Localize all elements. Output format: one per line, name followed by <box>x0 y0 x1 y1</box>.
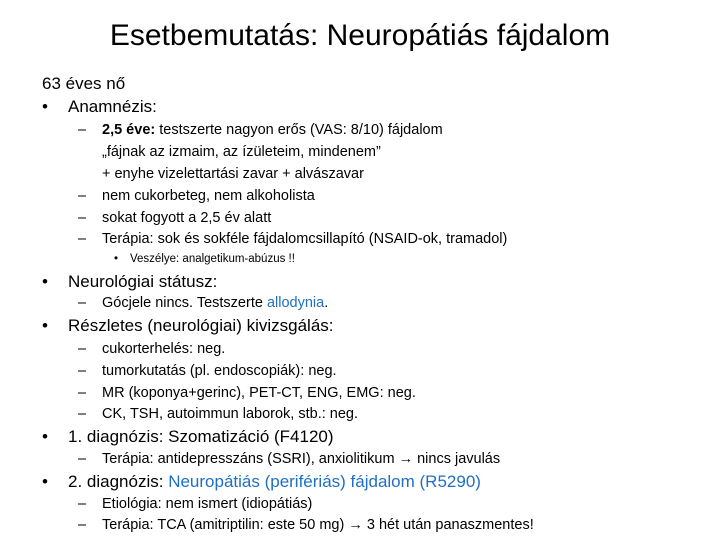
dash-icon: – <box>78 231 87 247</box>
dx1-therapy-b: nincs javulás <box>413 451 501 467</box>
bullet-icon: • <box>42 272 48 291</box>
neuro-item <box>78 294 328 313</box>
neuro-text-b: . <box>324 295 329 311</box>
dx2-etiology <box>78 495 312 514</box>
list-item <box>78 384 416 403</box>
dx2-therapy-b: 3 hét után panaszmentes! <box>362 517 534 533</box>
anamnesis-item-3 <box>78 209 271 228</box>
dx2-therapy-a: Terápia: TCA (amitriptilin: este 50 mg) <box>102 517 349 533</box>
neuro-heading <box>42 271 217 293</box>
exam-item-text: CK, TSH, autoimmun laborok, stb.: neg. <box>102 406 359 422</box>
anamnesis-item-3-text: sokat fogyott a 2,5 év alatt <box>102 210 272 226</box>
list-item <box>78 362 337 381</box>
dx2-highlight: Neuropátiás (perifériás) fájdalom (R5290) <box>168 472 481 491</box>
anamnesis-item-1-bold: 2,5 éve: <box>102 122 156 138</box>
bullet-icon: • <box>42 427 48 446</box>
dash-icon: – <box>78 385 87 401</box>
dash-icon: – <box>78 295 87 311</box>
list-item <box>78 405 358 424</box>
anamnesis-item-4-text: Terápia: sok és sokféle fájdalomcsillapító (NSAID-ok, tramadol) <box>102 231 508 247</box>
dx1-label: 1. diagnózis: Szomatizáció (F4120) <box>68 427 334 446</box>
list-item <box>78 340 225 359</box>
dx1-therapy-a: Terápia: antidepresszáns (SSRI), anxiolitikum <box>102 451 399 467</box>
dash-icon: – <box>78 188 87 204</box>
dx1-therapy <box>78 450 500 469</box>
neuro-text-a: Gócjele nincs. Testszerte <box>102 295 267 311</box>
patient-line: 63 éves nő <box>42 74 126 93</box>
exam-item-text: cukorterhelés: neg. <box>102 341 226 357</box>
dash-icon: – <box>78 363 87 379</box>
bullet-icon: • <box>114 253 119 265</box>
dash-icon: – <box>78 406 87 422</box>
dx2-label-a: 2. diagnózis: <box>68 472 169 491</box>
anamnesis-item-4 <box>78 230 507 249</box>
anamnesis-heading <box>42 96 157 118</box>
dx2-therapy <box>78 516 534 535</box>
arrow-icon: → <box>348 517 363 533</box>
anamnesis-label: Anamnézis: <box>68 97 157 116</box>
neuro-highlight: allodynia <box>266 295 325 311</box>
exam-item-text: MR (koponya+gerinc), PET-CT, ENG, EMG: neg. <box>102 385 416 401</box>
anamnesis-quote: „fájnak az izmaim, az ízületeim, mindenem” <box>102 144 381 160</box>
dash-icon: – <box>78 451 87 467</box>
anamnesis-extra: + enyhe vizelettartási zavar + alvászavar <box>102 166 364 182</box>
anamnesis-item-1 <box>78 121 443 140</box>
anamnesis-item-2 <box>78 187 315 206</box>
slide-title: Esetbemutatás: Neuropátiás fájdalom <box>109 19 611 52</box>
dash-icon: – <box>78 341 87 357</box>
dx2-heading <box>42 471 481 493</box>
exam-item-text: tumorkutatás (pl. endoscopiák): neg. <box>102 363 337 379</box>
exam-heading <box>42 315 334 337</box>
dash-icon: – <box>78 122 87 138</box>
anamnesis-item-2-text: nem cukorbeteg, nem alkoholista <box>102 188 315 204</box>
arrow-icon: → <box>398 451 414 467</box>
anamnesis-item-1-text: testszerte nagyon erős (VAS: 8/10) fájdalom <box>155 122 443 138</box>
bullet-icon: • <box>42 316 48 335</box>
dx2-etiology-text: Etiológia: nem ismert (idiopátiás) <box>102 496 313 512</box>
neuro-label: Neurológiai státusz: <box>68 272 218 291</box>
bullet-icon: • <box>42 97 48 116</box>
dx1-heading <box>42 426 334 448</box>
exam-label: Részletes (neurológiai) kivizsgálás: <box>68 316 334 335</box>
anamnesis-sub-text: Veszélye: analgetikum-abúzus !! <box>130 253 295 265</box>
bullet-icon: • <box>42 472 48 491</box>
dash-icon: – <box>78 496 87 512</box>
dash-icon: – <box>78 210 87 226</box>
anamnesis-sub <box>114 252 295 267</box>
dash-icon: – <box>78 517 87 533</box>
